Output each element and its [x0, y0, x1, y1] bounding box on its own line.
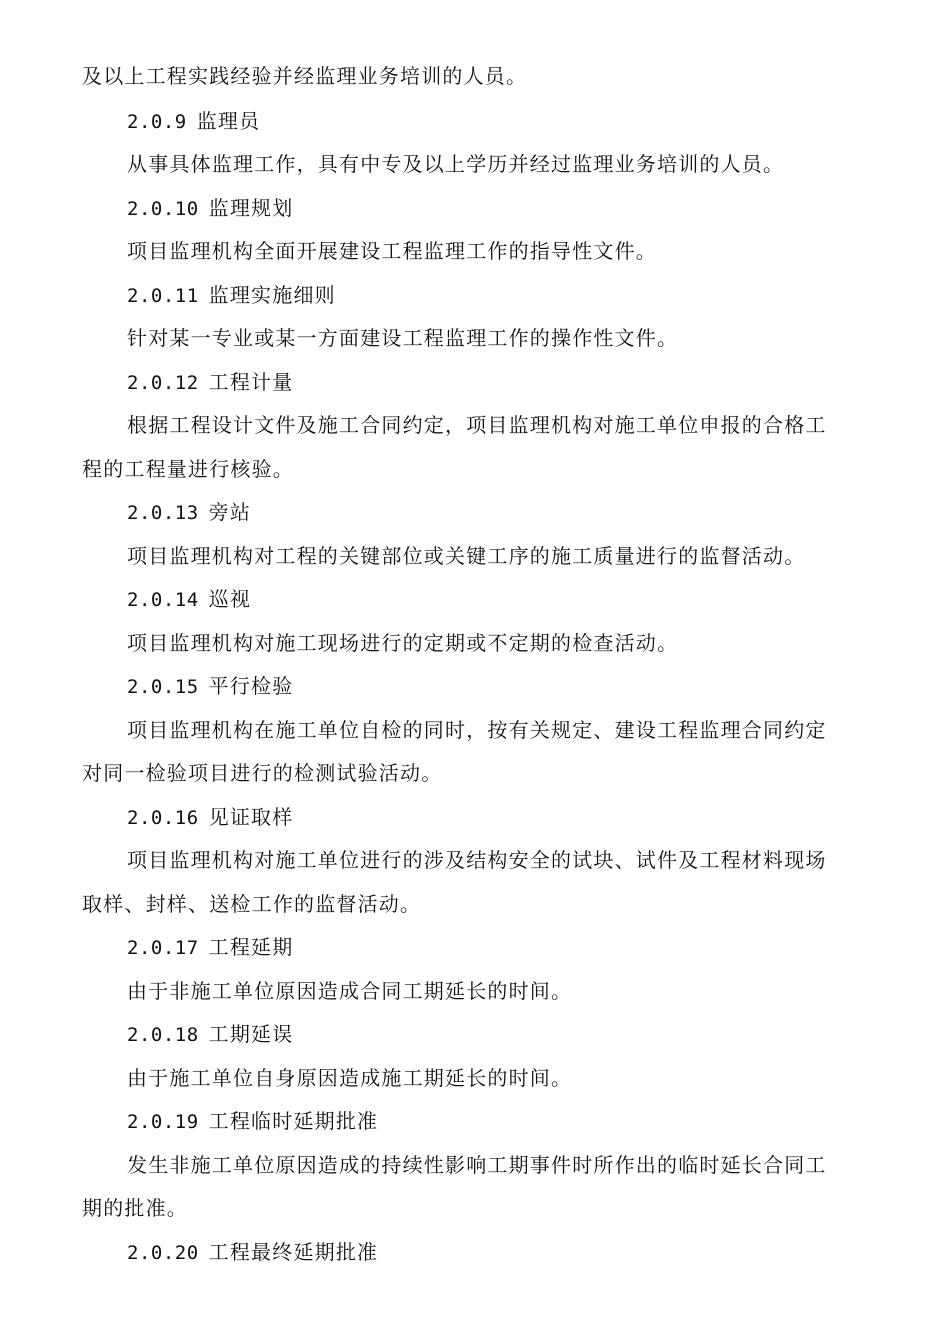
paragraph-line: 针对某一专业或某一方面建设工程监理工作的操作性文件。	[127, 326, 679, 350]
paragraph-line: 项目监理机构在施工单位自检的同时，按有关规定、建设工程监理合同约定	[127, 718, 827, 742]
term-heading	[127, 368, 917, 397]
paragraph-line: 项目监理机构对工程的关键部位或关键工序的施工质量进行的监督活动。	[127, 544, 806, 568]
paragraph-line: 由于施工单位自身原因造成施工期延长的时间。	[127, 1066, 573, 1090]
term-number: 2.0.10	[127, 198, 199, 220]
term-number: 2.0.9	[127, 111, 187, 133]
term-heading	[127, 1107, 917, 1136]
term-heading	[127, 107, 917, 136]
term-title: 工程计量	[208, 370, 294, 394]
term-heading	[127, 803, 917, 832]
term-title: 监理规划	[208, 196, 294, 220]
term-number: 2.0.18	[127, 1024, 199, 1046]
term-heading	[127, 585, 917, 614]
term-title: 监理员	[196, 109, 261, 133]
paragraph-line: 取样、封样、送检工作的监督活动。	[82, 892, 422, 916]
term-title: 工程临时延期批准	[208, 1109, 379, 1133]
term-heading	[127, 1020, 917, 1049]
term-number: 2.0.20	[127, 1242, 199, 1264]
paragraph-line: 发生非施工单位原因造成的持续性影响工期事件时所作出的临时延长合同工	[127, 1153, 827, 1177]
term-heading	[127, 498, 917, 527]
term-heading	[127, 194, 917, 223]
paragraph-line: 程的工程量进行核验。	[82, 457, 294, 481]
paragraph-line: 及以上工程实践经验并经监理业务培训的人员。	[82, 64, 528, 88]
paragraph-line: 从事具体监理工作，具有中专及以上学历并经过监理业务培训的人员。	[127, 152, 785, 176]
term-number: 2.0.19	[127, 1111, 199, 1133]
term-title: 工程延期	[208, 935, 294, 959]
term-title: 见证取样	[208, 805, 294, 829]
term-number: 2.0.11	[127, 285, 199, 307]
paragraph-line: 由于非施工单位原因造成合同工期延长的时间。	[127, 979, 573, 1003]
term-heading	[127, 1238, 917, 1267]
term-heading	[127, 672, 917, 701]
paragraph-line: 项目监理机构对施工现场进行的定期或不定期的检查活动。	[127, 631, 679, 655]
paragraph-line: 根据工程设计文件及施工合同约定，项目监理机构对施工单位申报的合格工	[127, 413, 827, 437]
paragraph-line: 项目监理机构全面开展建设工程监理工作的指导性文件。	[127, 239, 657, 263]
term-heading	[127, 281, 917, 310]
term-number: 2.0.14	[127, 589, 199, 611]
paragraph-line: 项目监理机构对施工单位进行的涉及结构安全的试块、试件及工程材料现场	[127, 848, 827, 872]
term-number: 2.0.16	[127, 807, 199, 829]
term-number: 2.0.13	[127, 502, 199, 524]
term-number: 2.0.15	[127, 676, 199, 698]
term-title: 监理实施细则	[208, 283, 336, 307]
term-heading	[127, 933, 917, 962]
term-title: 旁站	[208, 500, 252, 524]
term-title: 工期延误	[208, 1022, 294, 1046]
paragraph-line: 对同一检验项目进行的检测试验活动。	[82, 761, 443, 785]
term-title: 巡视	[208, 587, 252, 611]
term-title: 平行检验	[208, 674, 294, 698]
term-number: 2.0.12	[127, 372, 199, 394]
term-number: 2.0.17	[127, 937, 199, 959]
paragraph-line: 期的批准。	[82, 1196, 188, 1220]
term-title: 工程最终延期批准	[208, 1240, 379, 1264]
